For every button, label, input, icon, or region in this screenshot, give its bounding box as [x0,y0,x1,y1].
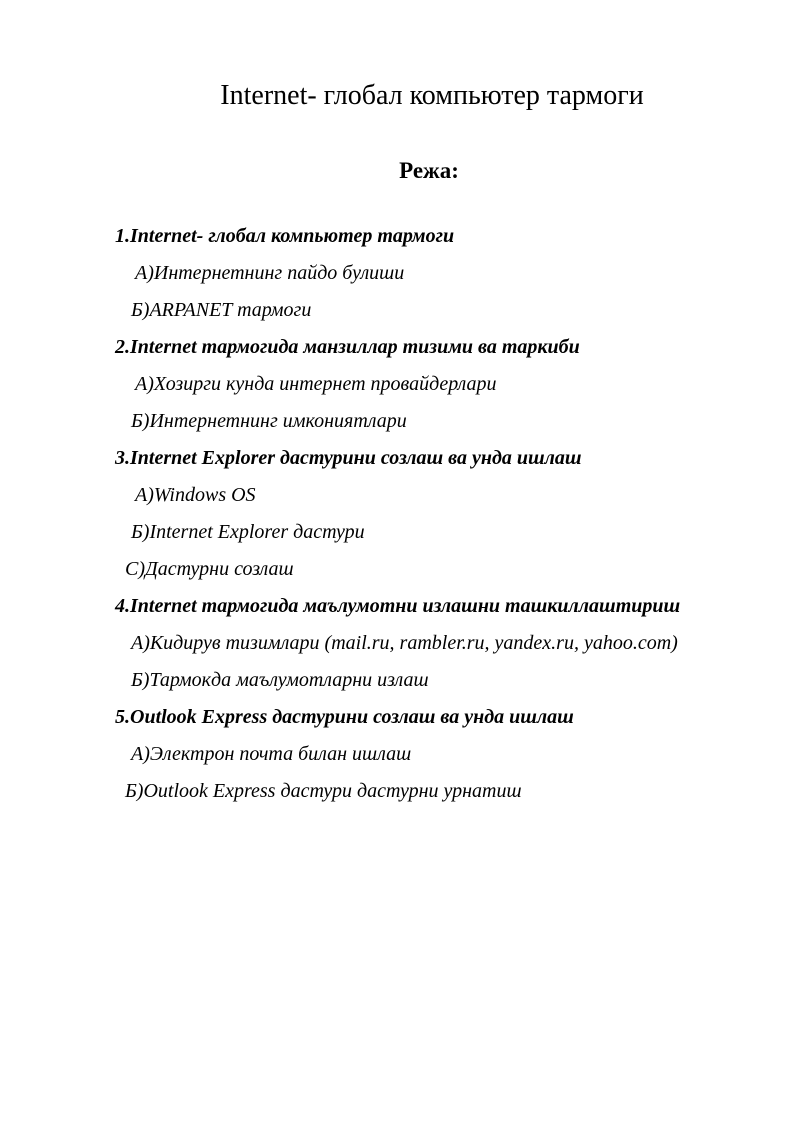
plan-topic-5: 5.Outlook Express дастурини созлаш ва унда ишлаш [115,706,574,728]
plan-subitem-2b: Б)Интернетнинг имкониятлари [131,410,407,432]
plan-topic-3: 3.Internet Explorer дастурини созлаш ва унда ишлаш [115,447,582,469]
plan-subitem-3b: Б)Internet Explorer дастури [131,521,365,543]
page-title: Internet- глобал компьютер тармоги [220,80,644,111]
plan-subitem-4b: Б)Тармокда маълумотларни излаш [131,669,429,691]
plan-subitem-1a: А)Интернетнинг пайдо булиши [135,262,405,284]
plan-list [0,218,800,810]
plan-subitem-5a: А)Электрон почта билан ишлаш [131,743,412,765]
plan-subitem-3a: А)Windows OS [135,484,256,506]
plan-subitem-4a: А)Кидирув тизимлари (mail.ru, rambler.ru, yandex.ru, yahoo.com) [131,632,678,654]
plan-subitem-2a: А)Хозирги кунда интернет провайдерлари [135,373,497,395]
plan-subitem-1b: Б)ARPANET тармоги [131,299,312,321]
plan-label: Режа: [399,158,459,183]
plan-subitem-3c: С)Дастурни созлаш [125,558,294,580]
plan-topic-1: 1.Internet- глобал компьютер тармоги [115,225,455,247]
plan-subitem-5b: Б)Outlook Express дастури дастурни урнатиш [125,780,522,802]
plan-topic-4: 4.Internet тармогида маълумотни излашни ташкиллаштириш [115,595,681,617]
plan-topic-2: 2.Internet тармогида манзиллар тизими ва таркиби [115,336,580,358]
